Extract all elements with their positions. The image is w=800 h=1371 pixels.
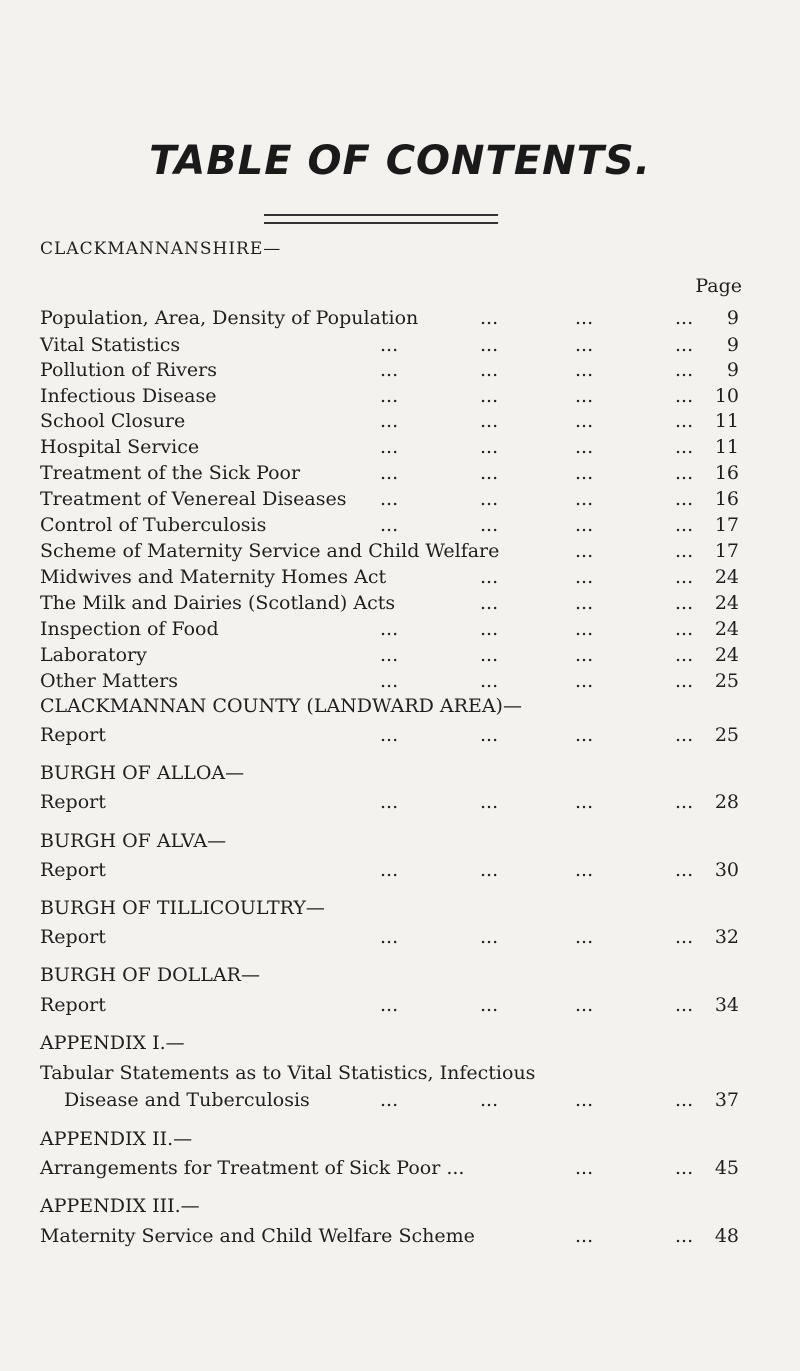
toc-entry-label: Disease and Tuberculosis (64, 1089, 310, 1111)
toc-entry-page: 9 (726, 334, 739, 356)
toc-entry: Other Matters ... ... ... ... 25 (0, 666, 800, 696)
section-heading: BURGH OF ALVA— (40, 830, 227, 852)
toc-entry-label: Scheme of Maternity Service and Child Welfare (40, 540, 500, 562)
toc-entry-label: Arrangements for Treatment of Sick Poor ... (40, 1157, 465, 1179)
toc-entry-page: 30 (714, 859, 739, 881)
page-column-header: Page (695, 275, 742, 297)
toc-entry: Treatment of Venereal Diseases ... ... ... ... 16 (0, 484, 800, 514)
toc-entry: Inspection of Food ... ... ... ... 24 (0, 614, 800, 644)
toc-entry-page: 24 (714, 644, 739, 666)
toc-entry-label: School Closure (40, 410, 186, 432)
toc-entry-label: Report (40, 791, 106, 813)
toc-entry: Control of Tuberculosis ... ... ... ... 17 (0, 510, 800, 540)
toc-entry-label: Pollution of Rivers (40, 359, 217, 381)
toc-entry-page: 25 (714, 724, 739, 746)
toc-entry-label: Other Matters (40, 670, 178, 692)
toc-entry-label: Infectious Disease (40, 385, 217, 407)
toc-entry-label: Tabular Statements as to Vital Statistics, Infectious (40, 1062, 536, 1084)
toc-entry-label: Laboratory (40, 644, 147, 666)
toc-entry-label: Report (40, 994, 106, 1016)
toc-entry: Maternity Service and Child Welfare Scheme ... ... 48 (0, 1221, 800, 1251)
title-divider (264, 214, 498, 224)
toc-entry-page: 17 (714, 540, 739, 562)
toc-entry-label: Control of Tuberculosis (40, 514, 267, 536)
toc-entry-label: Inspection of Food (40, 618, 219, 640)
toc-entry: Scheme of Maternity Service and Child Welfare ... ... 17 (0, 536, 800, 566)
toc-entry-label: Midwives and Maternity Homes Act (40, 566, 387, 588)
toc-entry-label: Report (40, 859, 106, 881)
toc-entry: School Closure ... ... ... ... 11 (0, 406, 800, 436)
toc-entry-label: The Milk and Dairies (Scotland) Acts (40, 592, 396, 614)
toc-entry: Laboratory ... ... ... ... 24 (0, 640, 800, 670)
toc-entry-page: 9 (726, 359, 739, 381)
toc-entry: The Milk and Dairies (Scotland) Acts ... ... ... 24 (0, 588, 800, 618)
toc-entry: Treatment of the Sick Poor ... ... ... ... 16 (0, 458, 800, 488)
toc-entry-label: Report (40, 926, 106, 948)
toc-entry-label: Report (40, 724, 106, 746)
toc-entry-page: 25 (714, 670, 739, 692)
toc-entry-page: 48 (714, 1225, 739, 1247)
section-heading: CLACKMANNAN COUNTY (LANDWARD AREA)— (40, 695, 522, 717)
toc-entry-page: 24 (714, 566, 739, 588)
toc-entry-page: 11 (714, 410, 739, 432)
toc-entry-label: Population, Area, Density of Population (40, 307, 419, 329)
toc-entry: Hospital Service ... ... ... ... 11 (0, 432, 800, 462)
toc-entry: Midwives and Maternity Homes Act ... ... ... 24 (0, 562, 800, 592)
toc-entry-label: Treatment of the Sick Poor (40, 462, 301, 484)
toc-entry-page: 24 (714, 618, 739, 640)
section-heading: BURGH OF ALLOA— (40, 762, 245, 784)
toc-entry: Disease and Tuberculosis ... ... ... ... 37 (0, 1085, 800, 1115)
toc-entry (0, 1058, 800, 1088)
toc-entry-page: 17 (714, 514, 739, 536)
toc-entry-page: 34 (714, 994, 739, 1016)
toc-entry-label: Maternity Service and Child Welfare Scheme (40, 1225, 475, 1247)
toc-entry-label: Hospital Service (40, 436, 200, 458)
section-heading: APPENDIX II.— (40, 1128, 193, 1150)
section-heading: BURGH OF TILLICOULTRY— (40, 897, 325, 919)
section-heading: CLACKMANNANSHIRE— (40, 239, 282, 259)
toc-entry-page: 16 (714, 488, 739, 510)
toc-entry: Report ... ... ... ... 25 (0, 720, 800, 750)
toc-entry-page: 24 (714, 592, 739, 614)
toc-entry-page: 11 (714, 436, 739, 458)
toc-entry-label: Vital Statistics (40, 334, 181, 356)
toc-entry: Report ... ... ... ... 34 (0, 990, 800, 1020)
toc-entry: Population, Area, Density of Population ... ... ... 9 (0, 303, 800, 333)
toc-entry: Arrangements for Treatment of Sick Poor ... ... ... 45 (0, 1153, 800, 1183)
toc-entry: Pollution of Rivers ... ... ... ... 9 (0, 355, 800, 385)
toc-entry-page: 37 (714, 1089, 739, 1111)
toc-entry-page: 32 (714, 926, 739, 948)
page-title: TABLE OF CONTENTS. (149, 138, 651, 184)
toc-entry: Infectious Disease ... ... ... ... 10 (0, 381, 800, 411)
section-heading: BURGH OF DOLLAR— (40, 964, 260, 986)
toc-entry-page: 16 (714, 462, 739, 484)
toc-entry: Vital Statistics ... ... ... ... 9 (0, 330, 800, 360)
toc-entry-page: 9 (726, 307, 739, 329)
toc-entry-page: 45 (714, 1157, 739, 1179)
toc-entry: Report ... ... ... ... 28 (0, 787, 800, 817)
toc-entry-page: 10 (714, 385, 739, 407)
section-heading: APPENDIX I.— (40, 1032, 185, 1054)
toc-entry: Report ... ... ... ... 30 (0, 855, 800, 885)
toc-entry-label: Treatment of Venereal Diseases (40, 488, 347, 510)
toc-entry: Report ... ... ... ... 32 (0, 922, 800, 952)
section-heading: APPENDIX III.— (40, 1195, 200, 1217)
toc-entry-page: 28 (714, 791, 739, 813)
